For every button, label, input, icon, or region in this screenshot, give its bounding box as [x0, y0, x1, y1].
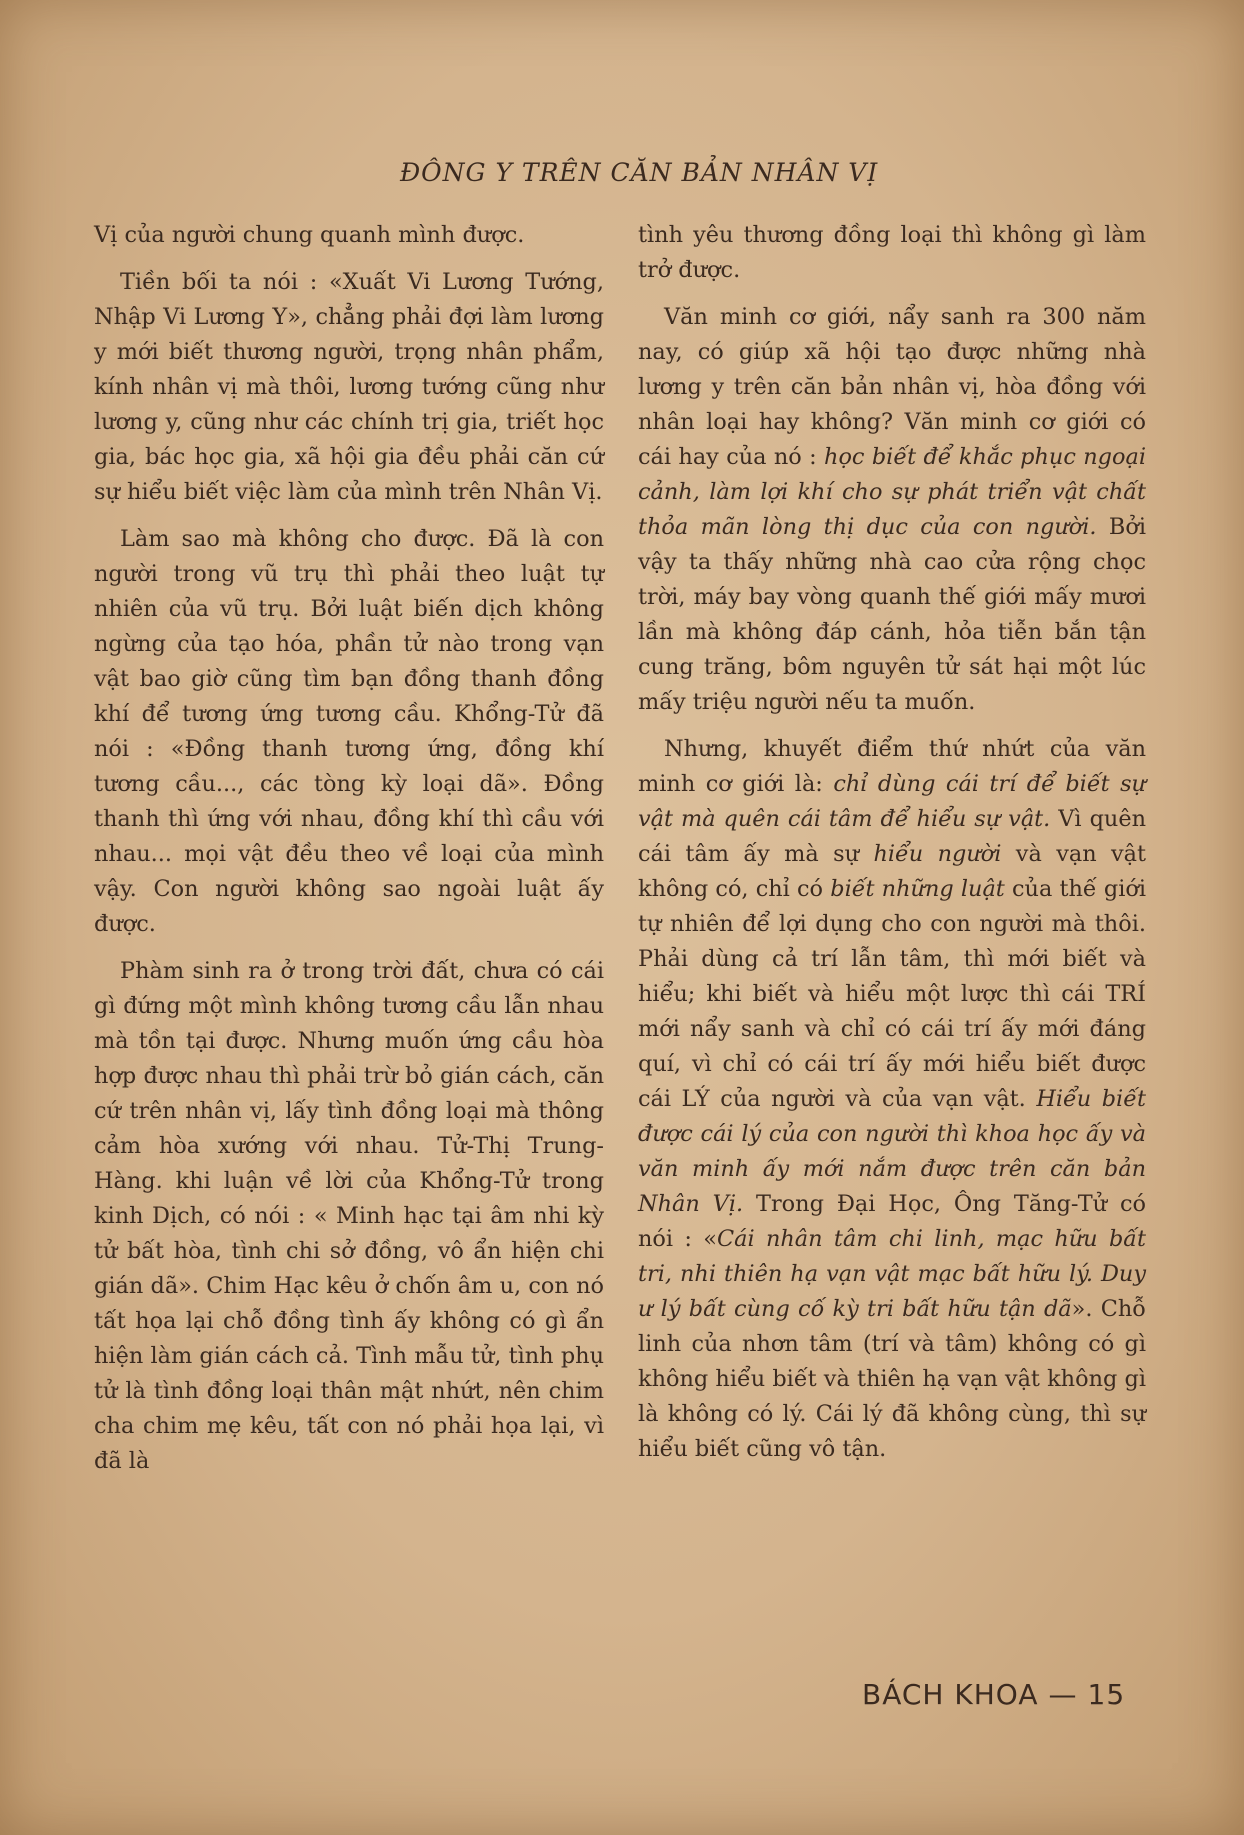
text-run: Văn minh cơ giới, nẩy sanh ra 300 năm nay, có giúp xã hội tạo được những nhà lương y trên căn bản nhân vị, hòa đồng với nhân loại hay không? Văn minh cơ giới có cái hay của nó :	[638, 304, 1146, 470]
right-paragraph-2	[638, 300, 1146, 720]
running-head: ĐÔNG Y TRÊN CĂN BẢN NHÂN VỊ	[400, 158, 879, 187]
text-run: Bởi vậy ta thấy những nhà cao cửa rộng chọc trời, máy bay vòng quanh thế giới mấy mươi lần mà không đáp cánh, hỏa tiễn bắn tận cung trăng, bôm nguyên tử sát hại một lúc mấy triệu người nếu ta muốn.	[638, 514, 1146, 715]
left-paragraph-3: Làm sao mà không cho được. Đã là con người trong vũ trụ thì phải theo luật tự nhiên của vũ trụ. Bởi luật biến dịch không ngừng của tạo hóa, phần tử nào trong vạn vật bao giờ cũng tìm bạn đồng thanh đồng khí để tương ứng tương cầu. Khổng-Tử đã nói : «Đồng thanh tương ứng, đồng khí tương cầu..., các tòng kỳ loại dã». Đồng thanh thì ứng với nhau, đồng khí thì cầu với nhau... mọi vật đều theo về loại của mình vậy. Con người không sao ngoài luật ấy được.	[94, 526, 604, 937]
text-run: Nhưng, khuyết điểm thứ nhứt của văn minh cơ giới là:	[638, 736, 1146, 797]
text-run: ». Chỗ linh của nhơn tâm (trí và tâm) không có gì không hiểu biết và thiên hạ vạn vật không gì là không có lý. Cái lý đã không cùng, thì sự hiểu biết cũng vô tận.	[638, 1296, 1146, 1462]
right-column	[638, 218, 1146, 1479]
italic-run: Cái nhân tâm chi linh, mạc hữu bất tri, nhi thiên hạ vạn vật mạc bất hữu lý. Duy ư lý bất cùng cố kỳ tri bất hữu tận dã	[638, 1226, 1146, 1322]
italic-run: biết những luật	[830, 876, 1005, 902]
italic-run: chỉ dùng cái trí để biết sự vật mà quên cái tâm để hiểu sự vật.	[638, 771, 1146, 832]
right-paragraph-3	[638, 732, 1146, 1467]
page-number: 15	[1087, 1678, 1126, 1711]
left-paragraph-2: Tiền bối ta nói : «Xuất Vi Lương Tướng, Nhập Vi Lương Y», chẳng phải đợi làm lương y mới biết thương người, trọng nhân phẩm, kính nhân vị mà thôi, lương tướng cũng như lương y, cũng như các chính trị gia, triết học gia, bác học gia, xã hội gia đều phải căn cứ sự hiểu biết việc làm của mình trên Nhân Vị.	[94, 269, 604, 505]
left-paragraph-1: Vị của người chung quanh mình được.	[94, 222, 525, 248]
text-run: Trong Đại Học, Ông Tăng-Tử có nói : «	[638, 1191, 1146, 1252]
left-column	[94, 218, 604, 1491]
right-paragraph-1: tình yêu thương đồng loại thì không gì làm trở được.	[638, 222, 1146, 283]
left-paragraph-4: Phàm sinh ra ở trong trời đất, chưa có cái gì đứng một mình không tương cầu lẫn nhau mà tồn tại được. Nhưng muốn ứng cầu hòa hợp được nhau thì phải trừ bỏ gián cách, căn cứ trên nhân vị, lấy tình đồng loại mà thông cảm hòa xướng với nhau. Tử-Thị Trung-Hàng. khi luận về lời của Khổng-Tử trong kinh Dịch, có nói : « Minh hạc tại âm nhi kỳ tử bất hòa, tình chi sở đồng, vô ẩn hiện chi gián dã». Chim Hạc kêu ở chốn âm u, con nó tất họa lại chỗ đồng tình ấy không có gì ẩn hiện làm gián cách cả. Tình mẫu tử, tình phụ tử là tình đồng loại thân mật nhứt, nên chim cha chim mẹ kêu, tất con nó phải họa lại, vì đã là	[94, 958, 604, 1474]
italic-run: hiểu người	[873, 841, 1002, 867]
text-run: và vạn vật không có, chỉ có	[638, 841, 1146, 902]
italic-run: Hiểu biết được cái lý của con người thì khoa học ấy và văn minh ấy mới nắm được trên căn bản Nhân Vị.	[638, 1086, 1146, 1217]
text-run: của thế giới tự nhiên để lợi dụng cho con người mà thôi. Phải dùng cả trí lẫn tâm, thì mới biết và hiểu; khi biết và hiểu một lược thì cái TRÍ mới nẩy sanh và chỉ có cái trí ấy mới đáng quí, vì chỉ có cái trí ấy mới hiểu biết được cái LÝ của người và của vạn vật.	[638, 876, 1146, 1112]
italic-run: học biết để khắc phục ngoại cảnh, làm lợi khí cho sự phát triển vật chất thỏa mãn lòng thị dục của con người.	[638, 444, 1146, 540]
page-footer	[862, 1678, 1125, 1711]
text-run: Vì quên cái tâm ấy mà sự	[638, 806, 1146, 867]
magazine-name: BÁCH KHOA	[862, 1678, 1039, 1711]
footer-dash: —	[1048, 1678, 1078, 1711]
